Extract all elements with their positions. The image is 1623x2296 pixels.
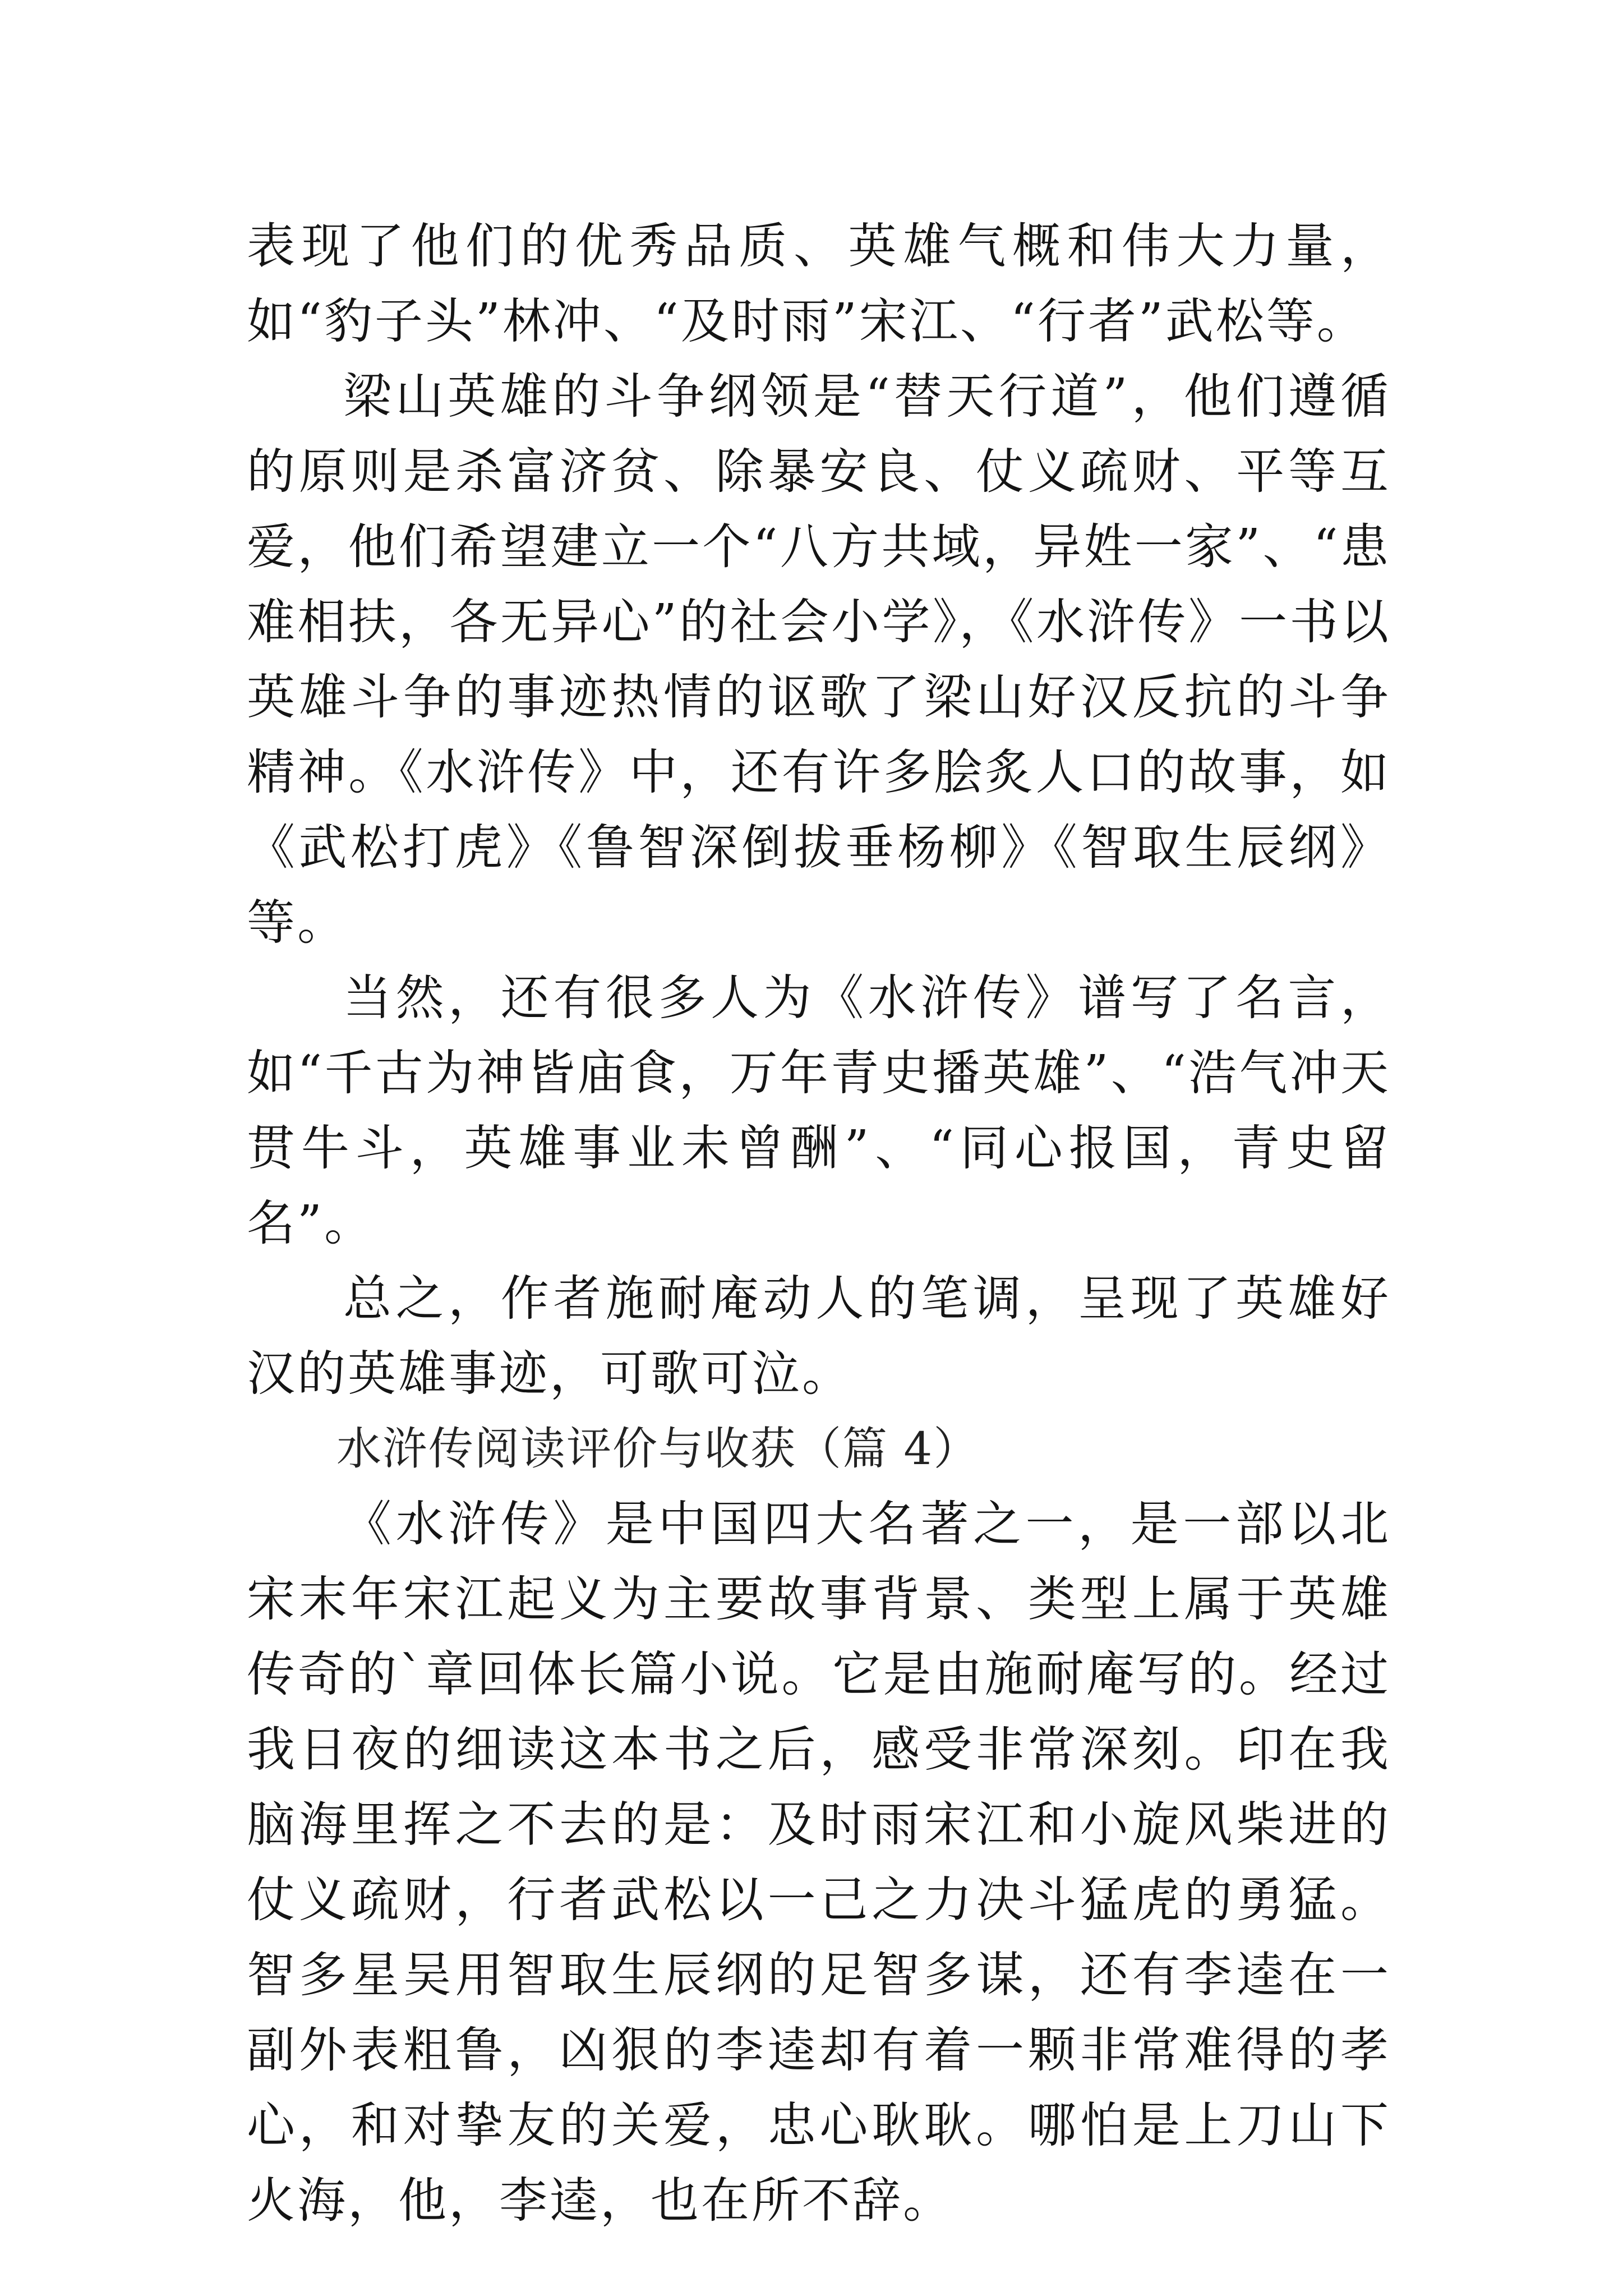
section-heading: 水浒传阅读评价与收获（篇 4） [336,1423,980,1475]
paragraph: 总之，作者施耐庵动人的笔调，呈现了英雄好汉的英雄事迹，可歌可泣。 [247,1271,1391,1402]
document-body [247,209,1391,2238]
paragraph: 表现了他们的优秀品质、英雄气概和伟大力量，如“豹子头”林冲、“及时雨”宋江、“行者”武松等。 [247,218,1391,349]
paragraph: 《水浒传》是中国四大名著之一，是一部以北宋末年宋江起义为主要故事背景、类型上属于英雄传奇的`章回体长篇小说。它是由施耐庵写的。经过我日夜的细读这本书之后，感受非常深刻。印在我脑海里挥之不去的是：及时雨宋江和小旋风柴进的仗义疏财，行者武松以一己之力决斗猛虎的勇猛。智多星吴用智取生辰纲的足智多谋，还有李逵在一副外表粗鲁，凶狠的李逵却有着一颗非常难得的孝心，和对挚友的关爱，忠心耿耿。哪怕是上刀山下火海，他，李逵，也在所不辞。 [247,1496,1391,2229]
paragraph: 当然，还有很多人为《水浒传》谱写了名言，如“千古为神皆庙食，万年青史播英雄”、“浩气冲天贯牛斗，英雄事业未曾酬”、“同心报国，青史留名”。 [247,970,1391,1251]
paragraph: 梁山英雄的斗争纲领是“替天行道”，他们遵循的原则是杀富济贫、除暴安良、仗义疏财、平等互爱，他们希望建立一个“八方共域，异姓一家”、“患难相扶，各无异心”的社会小学》，《水浒传》一书以英雄斗争的事迹热情的讴歌了梁山好汉反抗的斗争精神。《水浒传》中，还有许多脍炙人口的故事，如《武松打虎》《鲁智深倒拔垂杨柳》《智取生辰纲》等。 [247,369,1391,951]
